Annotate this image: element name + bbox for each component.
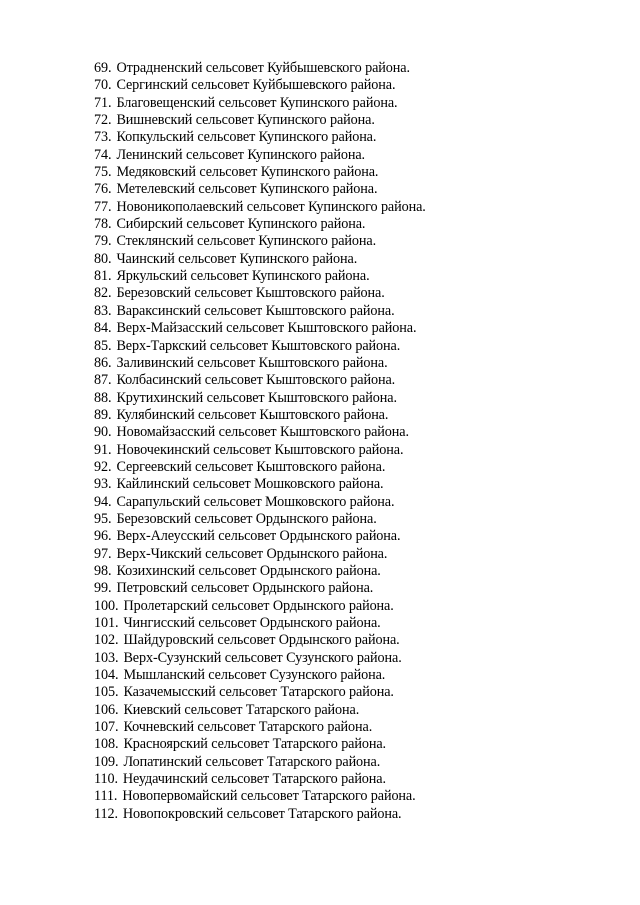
list-item-number: 94. (94, 493, 112, 510)
list-item (94, 390, 426, 407)
list-item-number: 99. (94, 580, 112, 597)
list-item-text: Пролетарский сельсовет Ордынского района. (123, 597, 394, 614)
list-item-number: 101. (94, 615, 119, 631)
list-item-text: Сергеевский сельсовет Кыштовского района. (116, 458, 386, 475)
list-item (94, 285, 426, 302)
list-item-text: Крутихинский сельсовет Кыштовского района. (116, 389, 397, 406)
list-item-number: 77. (94, 198, 112, 215)
list-item (94, 424, 426, 441)
list-item-text: Метелевский сельсовет Купинского района. (116, 181, 378, 198)
list-item (94, 667, 426, 684)
list-item (94, 355, 426, 372)
list-item-number: 86. (94, 354, 112, 371)
list-item-number: 72. (94, 112, 112, 129)
list-item (94, 528, 426, 545)
list-item (94, 268, 426, 285)
list-item-number: 109. (94, 753, 119, 770)
list-item-text: Верх-Сузунский сельсовет Сузунского района. (123, 649, 402, 666)
list-item (94, 806, 426, 823)
list-item (94, 320, 426, 337)
list-item (94, 372, 426, 389)
list-item (94, 546, 426, 563)
list-item-number: 105. (94, 684, 119, 701)
list-item (94, 598, 426, 615)
list-item (94, 563, 426, 580)
list-item-text: Новочекинский сельсовет Кыштовского района. (116, 441, 404, 458)
list-item-text: Чаинский сельсовет Купинского района. (116, 250, 358, 267)
list-item-text: Новопокровский сельсовет Татарского района. (122, 805, 402, 822)
list-item-text: Стеклянский сельсовет Купинского района. (116, 233, 377, 250)
list-item (94, 442, 426, 459)
list-item-number: 76. (94, 181, 112, 198)
list-item-text: Неудачинский сельсовет Татарского района. (122, 771, 386, 788)
list-item-text: Кочневский сельсовет Татарского района. (123, 719, 373, 736)
list-item-text: Верх-Майзасский сельсовет Кыштовского района. (116, 320, 417, 337)
list-item (94, 95, 426, 112)
list-item-text: Сергинский сельсовет Куйбышевского района. (116, 77, 396, 94)
list-item (94, 181, 426, 198)
list-item (94, 459, 426, 476)
list-item-text: Отрадненский сельсовет Куйбышевского района. (116, 60, 410, 76)
list-item-number: 96. (94, 528, 112, 545)
list-item (94, 736, 426, 753)
list-item (94, 476, 426, 493)
list-item-number: 75. (94, 164, 112, 181)
list-item-text: Чингисский сельсовет Ордынского района. (123, 615, 381, 631)
list-item-text: Красноярский сельсовет Татарского района. (123, 736, 387, 753)
list-item-text: Медяковский сельсовет Купинского района. (116, 164, 379, 181)
list-item-number: 111. (94, 788, 118, 805)
list-item (94, 199, 426, 216)
list-item-number: 100. (94, 597, 119, 614)
list-item (94, 684, 426, 701)
list-item-number: 85. (94, 337, 112, 354)
list-item-text: Вишневский сельсовет Купинского района. (116, 112, 375, 129)
list-item-number: 93. (94, 476, 112, 493)
list-item (94, 129, 426, 146)
list-item (94, 719, 426, 736)
list-item-number: 88. (94, 389, 112, 406)
list-item-number: 112. (94, 805, 118, 822)
list-item (94, 251, 426, 268)
list-item-text: Копкульский сельсовет Купинского района. (116, 129, 377, 146)
list-item-number: 83. (94, 302, 112, 319)
list-item-text: Сибирский сельсовет Купинского района. (116, 216, 366, 233)
list-item-number: 92. (94, 458, 112, 475)
list-item (94, 632, 426, 649)
list-item-text: Козихинский сельсовет Ордынского района. (116, 562, 381, 579)
list-item-number: 104. (94, 667, 119, 684)
list-item-text: Кайлинский сельсовет Мошковского района. (116, 476, 384, 493)
list-item-text: Верх-Чикский сельсовет Ордынского района. (116, 545, 388, 562)
list-item-text: Новопервомайский сельсовет Татарского района. (122, 788, 416, 805)
list-item-text: Березовский сельсовет Кыштовского района. (116, 285, 385, 302)
list-item-number: 110. (94, 771, 118, 788)
list-item (94, 702, 426, 719)
list-item (94, 303, 426, 320)
list-item-number: 91. (94, 441, 112, 458)
list-item-number: 69. (94, 60, 112, 76)
list-item (94, 112, 426, 129)
list-item (94, 580, 426, 597)
list-item-text: Новоникополаевский сельсовет Купинского района. (116, 198, 426, 215)
list-item-text: Вараксинский сельсовет Кыштовского района. (116, 302, 395, 319)
list-item-text: Киевский сельсовет Татарского района. (123, 701, 360, 718)
list-item (94, 615, 426, 632)
list-item-text: Лопатинский сельсовет Татарского района. (123, 753, 381, 770)
list-item-text: Благовещенский сельсовет Купинского района. (116, 94, 398, 111)
numbered-list (94, 60, 426, 823)
list-item-text: Шайдуровский сельсовет Ордынского района. (123, 632, 400, 649)
list-item-number: 82. (94, 285, 112, 302)
list-item-number: 89. (94, 406, 112, 423)
list-item-number: 74. (94, 146, 112, 163)
list-item (94, 338, 426, 355)
list-item-text: Новомайзасский сельсовет Кыштовского района. (116, 424, 409, 441)
list-item-number: 79. (94, 233, 112, 250)
list-item (94, 407, 426, 424)
list-item-number: 102. (94, 632, 119, 649)
list-item (94, 771, 426, 788)
list-item-text: Верх-Алеусский сельсовет Ордынского района. (116, 528, 401, 545)
list-item-number: 90. (94, 424, 112, 441)
list-item-number: 84. (94, 320, 112, 337)
list-item-text: Сарапульский сельсовет Мошковского района. (116, 493, 395, 510)
list-item (94, 216, 426, 233)
list-item-text: Кулябинский сельсовет Кыштовского района. (116, 406, 389, 423)
list-item-number: 108. (94, 736, 119, 753)
list-item (94, 788, 426, 805)
list-item-number: 97. (94, 545, 112, 562)
list-item-number: 71. (94, 94, 112, 111)
list-item-number: 106. (94, 701, 119, 718)
list-item-number: 73. (94, 129, 112, 146)
list-item-number: 78. (94, 216, 112, 233)
list-item-number: 107. (94, 719, 119, 736)
list-item-number: 87. (94, 372, 112, 389)
list-item-text: Колбасинский сельсовет Кыштовского района. (116, 372, 396, 389)
list-item (94, 754, 426, 771)
list-item-number: 81. (94, 268, 112, 285)
list-item (94, 650, 426, 667)
list-item-text: Заливинский сельсовет Кыштовского района. (116, 354, 388, 371)
list-item-number: 80. (94, 250, 112, 267)
list-item-text: Казачемысский сельсовет Татарского района. (123, 684, 394, 701)
list-item (94, 60, 426, 77)
list-item-number: 98. (94, 562, 112, 579)
list-item-text: Мышланский сельсовет Сузунского района. (123, 667, 386, 684)
list-item-text: Яркульский сельсовет Купинского района. (116, 268, 370, 285)
list-item (94, 233, 426, 250)
list-item-number: 103. (94, 649, 119, 666)
list-item-number: 70. (94, 77, 112, 94)
list-item (94, 164, 426, 181)
list-item-text: Ленинский сельсовет Купинского района. (116, 146, 365, 163)
list-item-number: 95. (94, 510, 112, 527)
list-item (94, 77, 426, 94)
list-item (94, 511, 426, 528)
list-item (94, 494, 426, 511)
list-item-text: Верх-Таркский сельсовет Кыштовского района. (116, 337, 401, 354)
list-item (94, 147, 426, 164)
list-item-text: Березовский сельсовет Ордынского района. (116, 510, 377, 527)
list-item-text: Петровский сельсовет Ордынского района. (116, 580, 374, 597)
